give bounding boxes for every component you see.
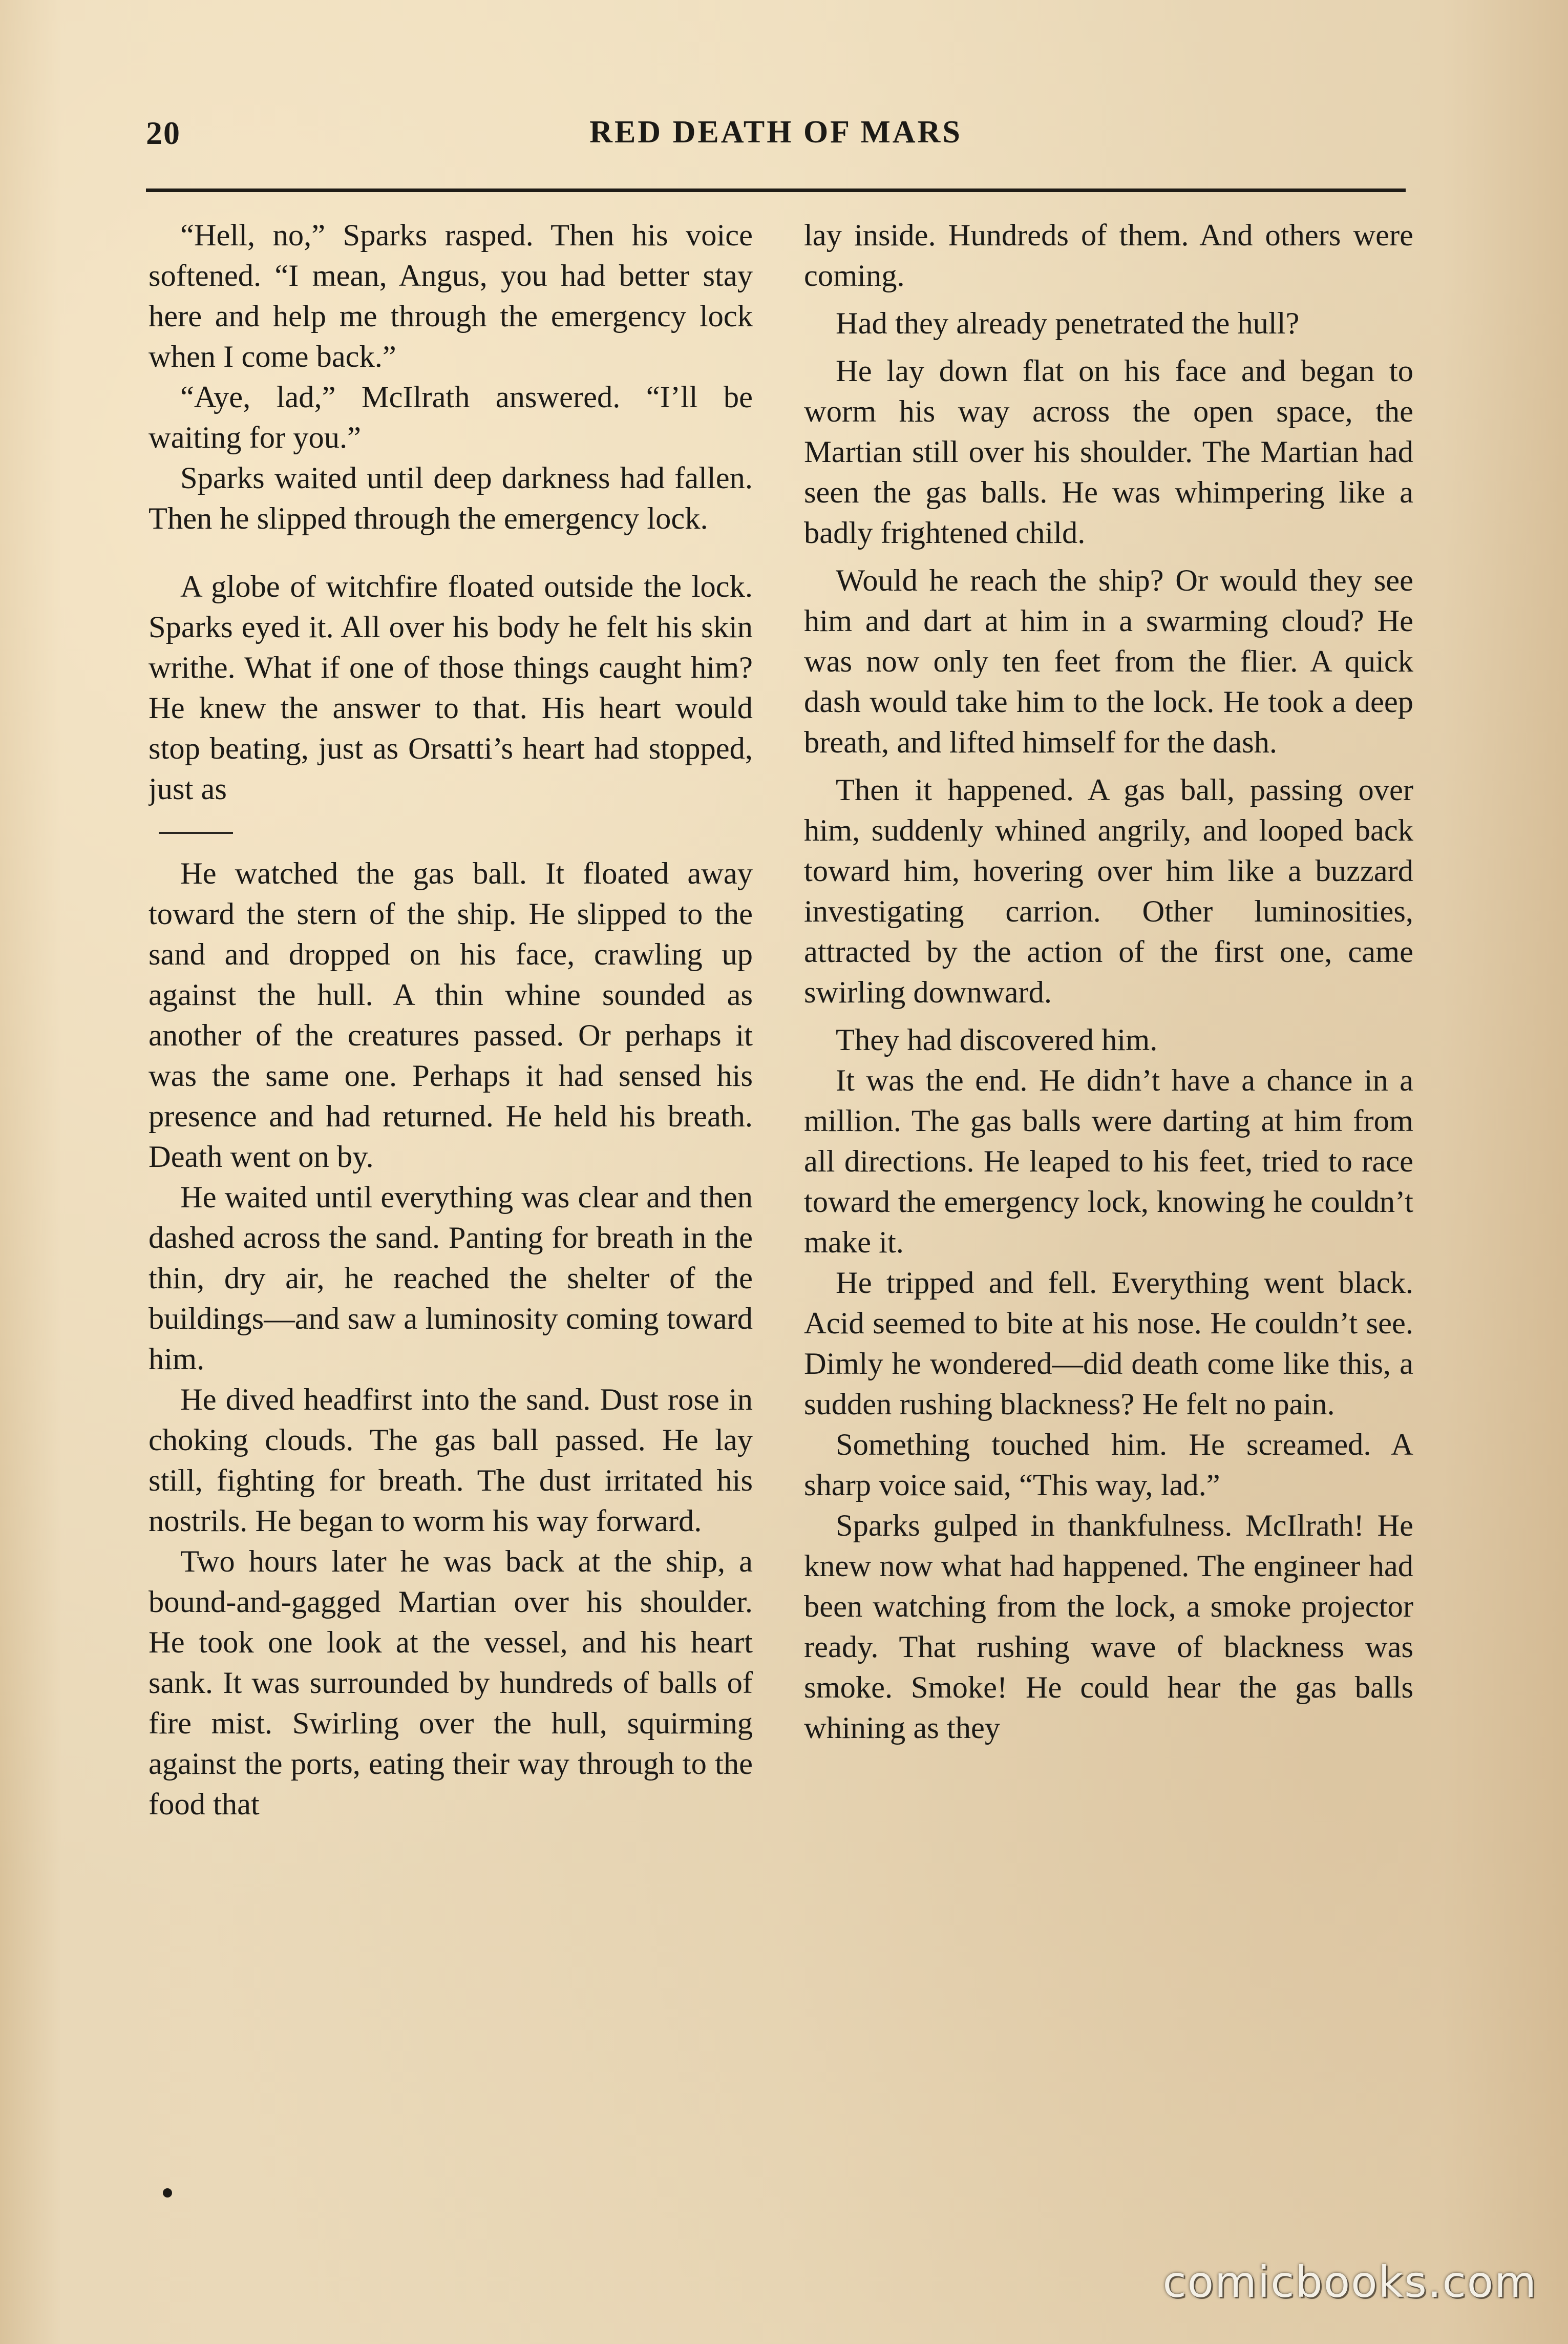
paragraph: Two hours later he was back at the ship, a bound-and-gagged Martian over his shoulder. He took one look at the vessel, and his heart sank. It was surrounded by hundreds of balls of fire mist. Swirling over the hull, squirming against the ports, eating their way through to the food that [149, 1544, 753, 1822]
running-title: RED DEATH OF MARS [589, 115, 962, 150]
section-gap [149, 546, 753, 567]
page-number: 20 [146, 115, 181, 151]
paragraph: Had they already penetrated the hull? [836, 306, 1300, 341]
paragraph: Would he reach the ship? Or would they see him and dart at him in a swarming cloud? He was now only ten feet from the flier. A quick dash would take him to the lock. He took a deep breath, and lifted himself for the dash. [804, 563, 1413, 760]
paragraph: “Aye, lad,” McIlrath answered. “I’ll be waiting for you.” [149, 380, 753, 455]
paragraph: Sparks waited until deep darkness had fallen. Then he slipped through the emergency lock. [149, 461, 753, 536]
paragraph: He waited until everything was clear and then dashed across the sand. Panting for breath in the thin, dry air, he reached the shelter of the buildings—and saw a luminosity coming toward him. [149, 1180, 753, 1376]
paragraph: Sparks gulped in thankfulness. McIlrath! He knew now what had happened. The engineer had been watching from the lock, a smoke projector ready. That rushing wave of blackness was smoke. Smoke! He could hear the gas balls whining as they [804, 1509, 1413, 1745]
header-rule [146, 189, 1406, 192]
paragraph: A globe of witchfire floated outside the lock. Sparks eyed it. All over his body he felt his skin writhe. What if one of those things caught him? He knew the answer to that. His heart would stop beating, just as Orsatti’s heart had stopped, just as [149, 570, 753, 806]
paragraph: Something touched him. He screamed. A sharp voice said, “This way, lad.” [804, 1428, 1413, 1502]
paragraph: Then it happened. A gas ball, passing over him, suddenly whined angrily, and looped back toward him, hovering over him like a buzzard investigating carrion. Other luminosities, attracted by the action of the first one, came swirling downward. [804, 773, 1413, 1010]
bullet-mark [163, 2188, 172, 2197]
watermark: comicbooks.com [1162, 2257, 1537, 2307]
paragraph: It was the end. He didn’t have a chance in a million. The gas balls were darting at him from all directions. He leaped to his feet, tried to race toward the emergency lock, knowing he couldn’t make it. [804, 1063, 1413, 1260]
page-header [146, 110, 1406, 156]
left-column [149, 215, 753, 2151]
paragraph: He lay down flat on his face and began to worm his way across the open space, the Martian still over his shoulder. The Martian had seen the gas balls. He was whimpering like a badly frightened child. [804, 354, 1413, 550]
paragraph: He tripped and fell. Everything went black. Acid seemed to bite at his nose. He couldn’t see. Dimly he wondered—did death come like this, a sudden rushing blackness? He felt no pain. [804, 1266, 1413, 1421]
paragraph: They had discovered him. [836, 1023, 1158, 1057]
paragraph: He watched the gas ball. It floated away toward the stern of the ship. He slipped to the sand and dropped on his face, crawling up against the hull. A thin whine sounded as another of the creatures passed. Or perhaps it was the same one. Perhaps it had sensed his presence and had returned. He held his breath. Death went on by. [149, 856, 753, 1174]
right-column [804, 215, 1413, 2151]
paragraph: lay inside. Hundreds of them. And others were coming. [804, 218, 1413, 293]
paragraph: He dived headfirst into the sand. Dust rose in choking clouds. The gas ball passed. He lay still, fighting for breath. The dust irritated his nostrils. He began to worm his way forward. [149, 1383, 753, 1538]
text-break-rule [159, 832, 233, 834]
paragraph: “Hell, no,” Sparks rasped. Then his voice softened. “I mean, Angus, you had better stay here and help me through the emergency lock when I come back.” [149, 218, 753, 374]
